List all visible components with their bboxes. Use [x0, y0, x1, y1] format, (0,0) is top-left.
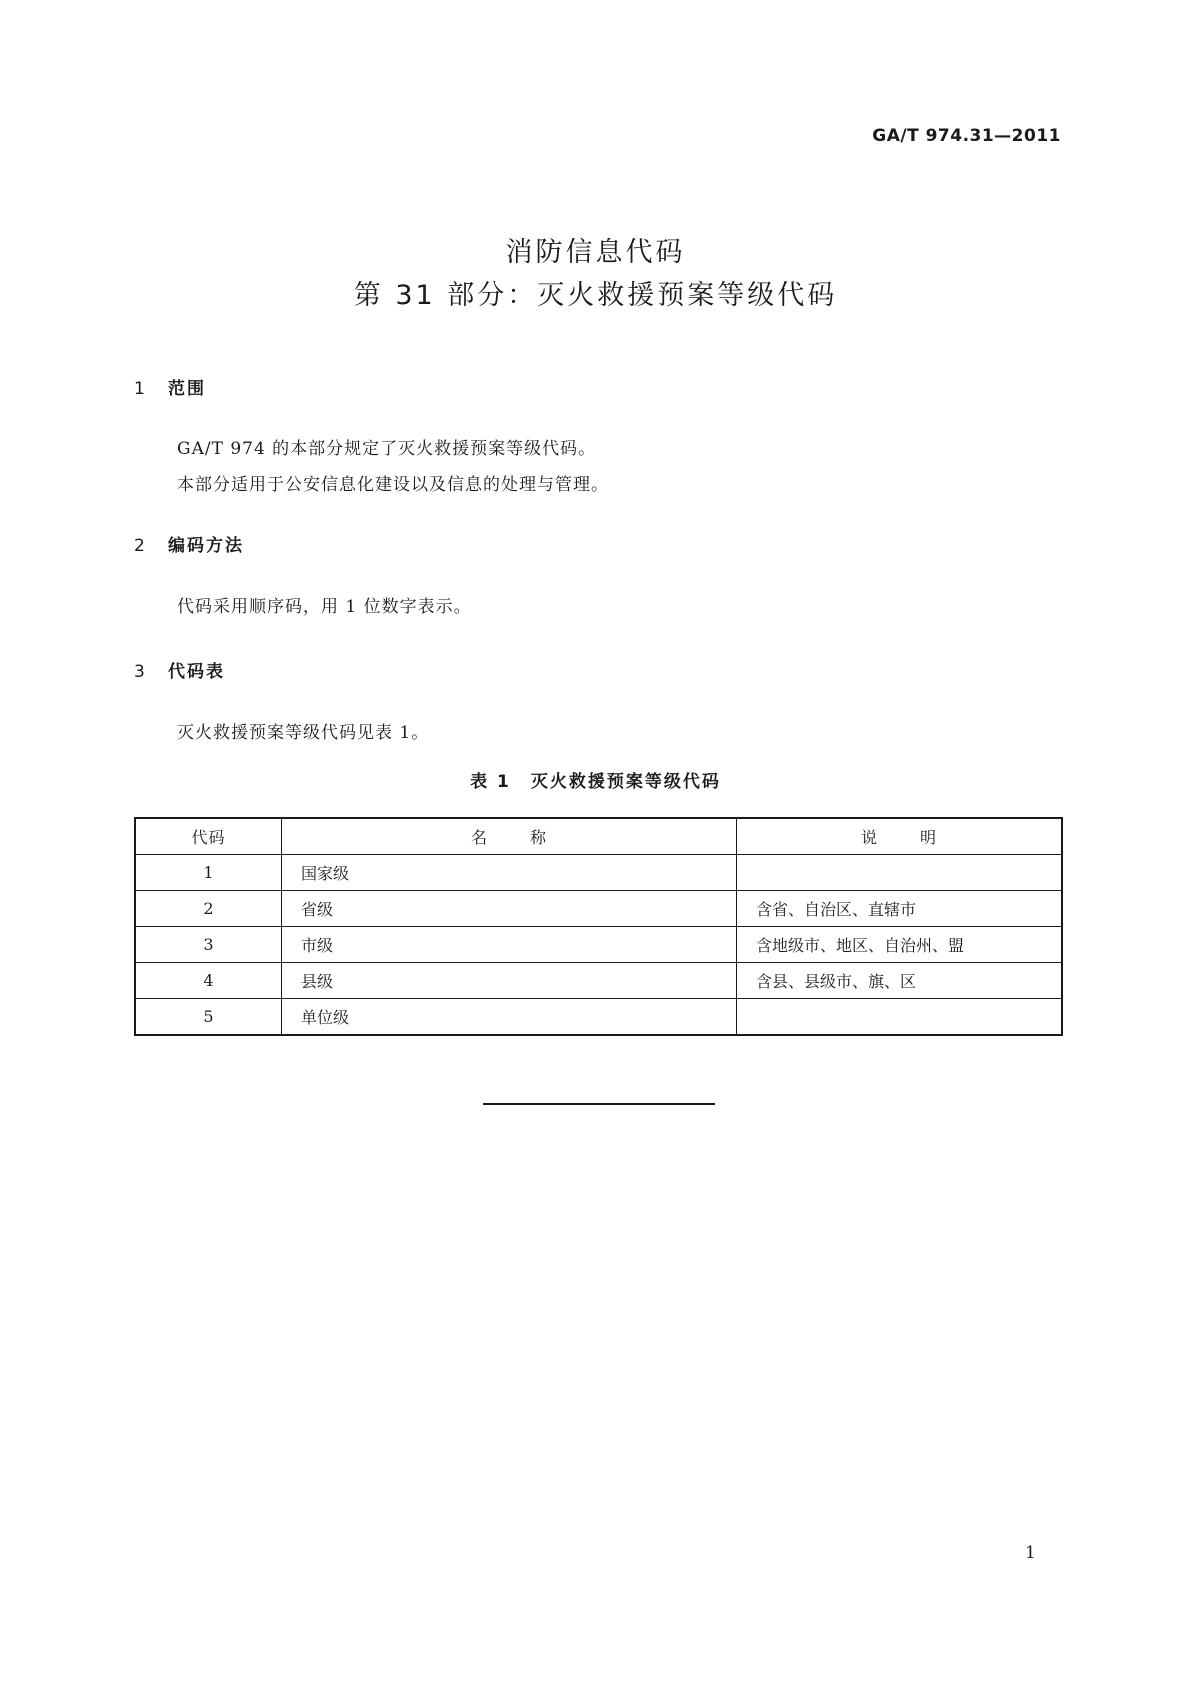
- cell-code: 3: [135, 927, 282, 963]
- cell-code: 1: [135, 855, 282, 891]
- column-header-description-char: 说: [860, 828, 878, 847]
- document-subtitle: 第 31 部分：灭火救援预案等级代码: [353, 280, 838, 311]
- section-number: 3: [134, 662, 145, 682]
- cell-name: 市级: [282, 927, 737, 963]
- cell-description: 含省、自治区、直辖市: [737, 891, 1063, 927]
- page-number: 1: [1025, 1543, 1036, 1563]
- table-caption-title: 灭火救援预案等级代码: [530, 772, 721, 792]
- section-heading-scope: [134, 374, 206, 399]
- end-rule: [483, 1103, 715, 1105]
- section-number: 1: [134, 379, 145, 399]
- cell-name: 国家级: [282, 855, 737, 891]
- cell-code: 5: [135, 999, 282, 1036]
- cell-description: [737, 999, 1063, 1036]
- paragraph: 本部分适用于公安信息化建设以及信息的处理与管理。: [177, 475, 609, 495]
- paragraph: 代码采用顺序码，用 1 位数字表示。: [177, 597, 472, 617]
- paragraph: GA/T 974 的本部分规定了灭火救援预案等级代码。: [177, 439, 597, 459]
- standard-number: GA/T 974.31—2011: [872, 126, 1061, 146]
- cell-name: 单位级: [282, 999, 737, 1036]
- cell-description: 含地级市、地区、自治州、盟: [737, 927, 1063, 963]
- table-row: [135, 999, 1062, 1036]
- column-header-name-char: 名: [470, 828, 488, 847]
- paragraph: 灭火救援预案等级代码见表 1。: [177, 723, 430, 743]
- cell-code: 4: [135, 963, 282, 999]
- document-title: 消防信息代码: [505, 237, 686, 268]
- table-header-row: [135, 818, 1062, 855]
- cell-description: 含县、县级市、旗、区: [737, 963, 1063, 999]
- table-row: [135, 855, 1062, 891]
- table-row: [135, 891, 1062, 927]
- table-caption-number: 表 1: [470, 772, 511, 792]
- cell-description: [737, 855, 1063, 891]
- section-number: 2: [134, 536, 145, 556]
- cell-name: 省级: [282, 891, 737, 927]
- cell-code: 2: [135, 891, 282, 927]
- table-caption: [0, 767, 1191, 792]
- table-row: [135, 963, 1062, 999]
- section-title: 范围: [168, 379, 206, 399]
- section-heading-coding-method: [134, 531, 244, 556]
- column-header-name: [282, 818, 737, 855]
- section-heading-code-table: [134, 657, 225, 682]
- section-title: 代码表: [168, 662, 225, 682]
- section-title: 编码方法: [168, 536, 244, 556]
- column-header-name-char: 称: [530, 828, 548, 847]
- table-row: [135, 927, 1062, 963]
- code-table: [134, 817, 1063, 1036]
- column-header-code: 代码: [135, 818, 282, 855]
- column-header-description: [737, 818, 1063, 855]
- cell-name: 县级: [282, 963, 737, 999]
- column-header-description-char: 明: [920, 828, 938, 847]
